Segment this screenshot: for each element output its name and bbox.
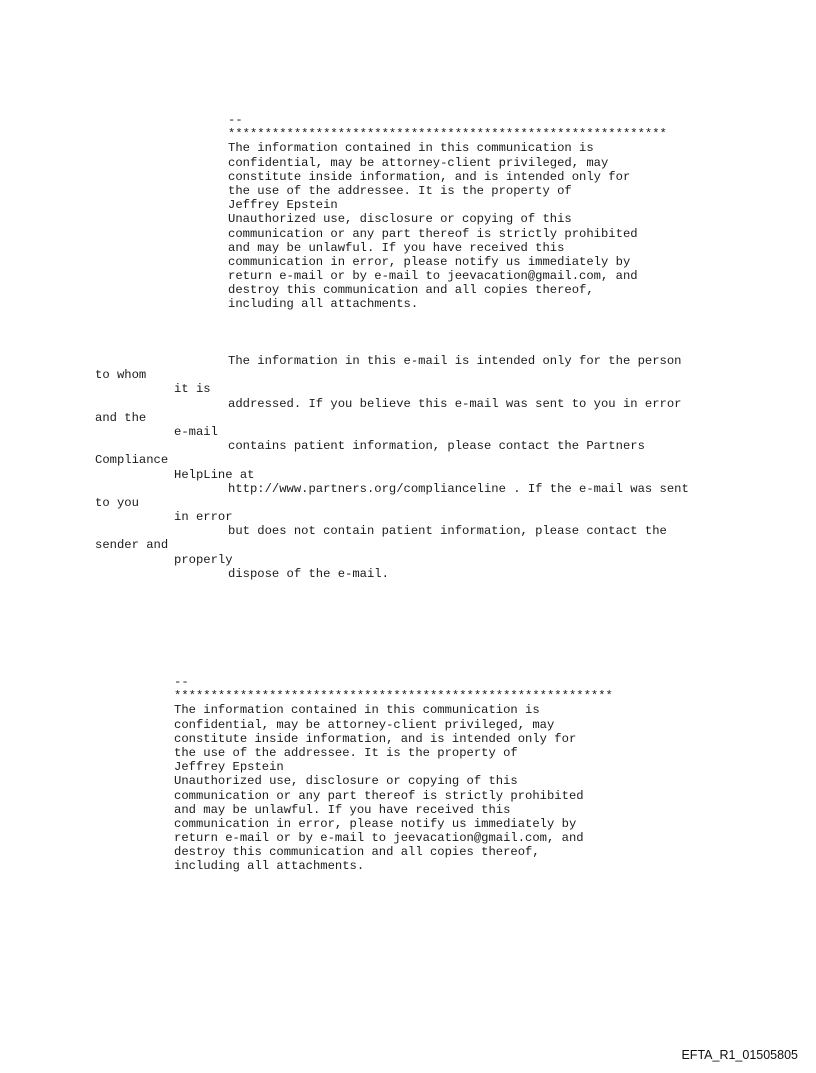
separator-dashes: -- xyxy=(174,675,189,689)
partners-notice xyxy=(0,354,816,581)
notice-line: properly xyxy=(174,552,233,567)
notice-line: dispose of the e-mail. xyxy=(228,566,389,581)
disclaimer-top xyxy=(228,113,667,312)
notice-line: and the xyxy=(95,410,147,425)
disclaimer-line: return e-mail or by e-mail to jeevacation@gmail.com, and xyxy=(174,831,584,846)
notice-line: but does not contain patient information, please contact the xyxy=(228,524,667,539)
notice-line: in error xyxy=(174,510,233,525)
notice-line: http://www.partners.org/complianceline . If the e-mail was sent xyxy=(228,481,689,496)
notice-line: The information in this e-mail is intended only for the person xyxy=(228,354,682,368)
separator-asterisks: ************************************************************ xyxy=(174,689,613,704)
disclaimer-line: and may be unlawful. If you have received this xyxy=(174,802,511,817)
disclaimer-line: confidential, may be attorney-client privileged, may xyxy=(174,717,555,732)
notice-line: contains patient information, please contact the Partners xyxy=(228,439,645,454)
notice-line: addressed. If you believe this e-mail was sent to you in error xyxy=(228,396,682,411)
notice-line: Compliance xyxy=(95,453,169,468)
disclaimer-line: The information contained in this communication is xyxy=(174,703,540,718)
disclaimer-line: the use of the addressee. It is the property of xyxy=(174,745,518,760)
disclaimer-bottom xyxy=(174,675,613,874)
disclaimer-line: destroy this communication and all copies thereof, xyxy=(174,845,540,860)
notice-line: e-mail xyxy=(174,424,218,439)
disclaimer-line: communication in error, please notify us immediately by xyxy=(228,254,631,269)
disclaimer-line: Unauthorized use, disclosure or copying of this xyxy=(174,774,518,789)
disclaimer-line: constitute inside information, and is intended only for xyxy=(228,169,631,184)
notice-line: HelpLine at xyxy=(174,467,255,482)
disclaimer-line: constitute inside information, and is intended only for xyxy=(174,731,577,746)
disclaimer-line: destroy this communication and all copies thereof, xyxy=(228,283,594,298)
disclaimer-line: including all attachments. xyxy=(228,297,419,312)
disclaimer-line: and may be unlawful. If you have received this xyxy=(228,240,565,255)
disclaimer-line: including all attachments. xyxy=(174,859,365,874)
disclaimer-line: The information contained in this communication is xyxy=(228,141,594,156)
document-id-footer: EFTA_R1_01505805 xyxy=(681,1048,798,1062)
disclaimer-line: Unauthorized use, disclosure or copying of this xyxy=(228,212,572,227)
disclaimer-line: confidential, may be attorney-client privileged, may xyxy=(228,155,609,170)
notice-line: to whom xyxy=(95,368,147,383)
disclaimer-line: Jeffrey Epstein xyxy=(174,760,284,775)
disclaimer-line: Jeffrey Epstein xyxy=(228,198,338,213)
disclaimer-line: return e-mail or by e-mail to jeevacation@gmail.com, and xyxy=(228,269,638,284)
disclaimer-line: communication or any part thereof is strictly prohibited xyxy=(174,788,584,803)
notice-line: it is xyxy=(174,382,211,397)
notice-line: sender and xyxy=(95,538,169,553)
disclaimer-line: communication in error, please notify us immediately by xyxy=(174,816,577,831)
separator-dashes: -- xyxy=(228,113,243,127)
separator-asterisks: ************************************************************ xyxy=(228,127,667,142)
notice-line: to you xyxy=(95,495,139,510)
disclaimer-line: the use of the addressee. It is the property of xyxy=(228,183,572,198)
disclaimer-line: communication or any part thereof is strictly prohibited xyxy=(228,226,638,241)
